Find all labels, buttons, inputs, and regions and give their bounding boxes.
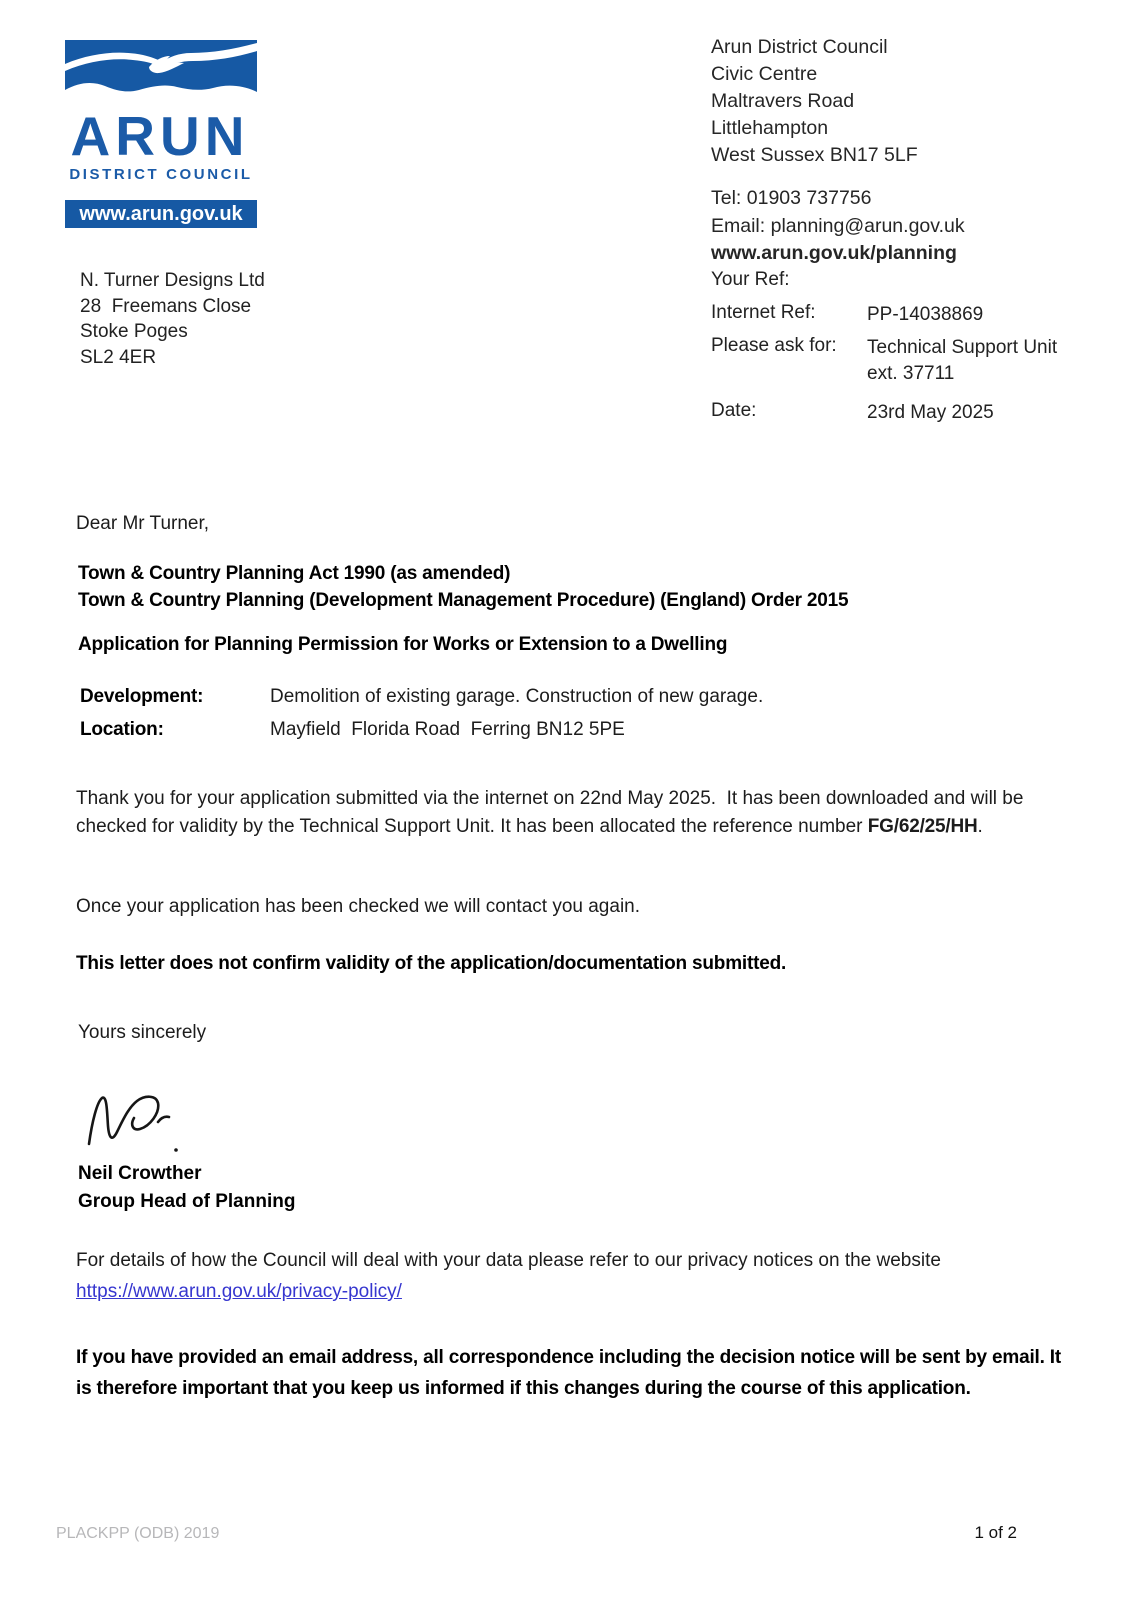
acknowledgement-period: .: [977, 816, 983, 837]
handwritten-signature: [84, 1082, 194, 1164]
privacy-link-line: [76, 1281, 402, 1303]
sender-telephone: Tel: 01903 737756: [711, 187, 872, 209]
application-reference-number: FG/62/25/HH: [867, 816, 978, 837]
email-correspondence-notice: If you have provided an email address, all correspondence including the decision notice will be sent by email. It is therefore important that you keep us informed if this changes during the course of this application.: [76, 1347, 1061, 1399]
recipient-name: N. Turner Designs Ltd: [80, 270, 265, 291]
location-row: [80, 719, 625, 741]
acknowledgement-paragraph: [76, 785, 1041, 841]
recipient-address-block: [80, 268, 265, 370]
closing-line: Yours sincerely: [78, 1022, 207, 1043]
application-title: Application for Planning Permission for Works or Extension to a Dwelling: [78, 634, 728, 655]
internet-ref-label: Internet Ref:: [711, 302, 816, 323]
please-ask-for-extension: ext. 37711: [867, 363, 955, 384]
signatory-title: Group Head of Planning: [78, 1191, 296, 1212]
please-ask-for-label: Please ask for:: [711, 335, 837, 356]
recipient-town: Stoke Poges: [80, 321, 188, 342]
acknowledgement-text: Thank you for your application submitted via the internet on 22nd May 2025. It has been downloaded and will be checked for validity by the Technical Support Unit. It has been allocated the reference number: [76, 788, 1029, 837]
logo-website-banner: www.arun.gov.uk: [65, 200, 257, 228]
location-value: Mayfield Florida Road Ferring BN12 5PE: [270, 719, 625, 740]
please-ask-for-value: Technical Support Unit: [867, 337, 1058, 358]
internet-ref-row: [711, 302, 983, 328]
sender-address-line: Arun District Council: [711, 36, 888, 58]
date-label: Date:: [711, 400, 757, 421]
sender-address-line: Maltravers Road: [711, 90, 855, 112]
validity-notice: This letter does not confirm validity of the application/documentation submitted.: [76, 953, 787, 974]
legislation-line-1: Town & Country Planning Act 1990 (as amended): [78, 563, 511, 584]
development-value: Demolition of existing garage. Construction of new garage.: [270, 686, 764, 707]
legislation-line-2: Town & Country Planning (Development Management Procedure) (England) Order 2015: [78, 590, 849, 611]
recipient-postcode: SL2 4ER: [80, 346, 157, 368]
development-row: [80, 686, 763, 708]
sender-email: Email: planning@arun.gov.uk: [711, 214, 965, 237]
followup-paragraph: Once your application has been checked we will contact you again.: [76, 896, 641, 917]
document-code: PLACKPP (ODB) 2019: [56, 1525, 220, 1542]
date-row: [711, 400, 994, 426]
sender-contact-block: [711, 185, 965, 268]
development-label: Development:: [80, 686, 204, 707]
privacy-paragraph: For details of how the Council will deal with your data please refer to our privacy notices on the website: [76, 1250, 941, 1271]
privacy-policy-link[interactable]: https://www.arun.gov.uk/privacy-policy/: [76, 1281, 402, 1302]
signatory-name: Neil Crowther: [78, 1163, 202, 1184]
seagull-wave-logo-icon: [65, 40, 257, 107]
your-ref-label: Your Ref:: [711, 269, 790, 290]
sender-website: www.arun.gov.uk/planning: [711, 242, 957, 264]
salutation: Dear Mr Turner,: [76, 513, 210, 534]
sender-address-line: West Sussex BN17 5LF: [711, 144, 918, 166]
location-label: Location:: [80, 719, 164, 740]
sender-address-block: [711, 34, 918, 169]
legislation-heading: [78, 560, 848, 614]
internet-ref-value: PP-14038869: [867, 304, 984, 325]
page-number: 1 of 2: [974, 1523, 1017, 1542]
recipient-street: 28 Freemans Close: [80, 295, 252, 317]
please-ask-for-row: [711, 335, 1057, 387]
logo-subtitle: DISTRICT COUNCIL: [69, 166, 253, 183]
signatory-block: [78, 1160, 295, 1216]
logo-wordmark: ARUN: [70, 105, 250, 167]
sender-address-line: Civic Centre: [711, 63, 818, 85]
sender-address-line: Littlehampton: [711, 117, 829, 139]
date-value: 23rd May 2025: [867, 402, 994, 423]
